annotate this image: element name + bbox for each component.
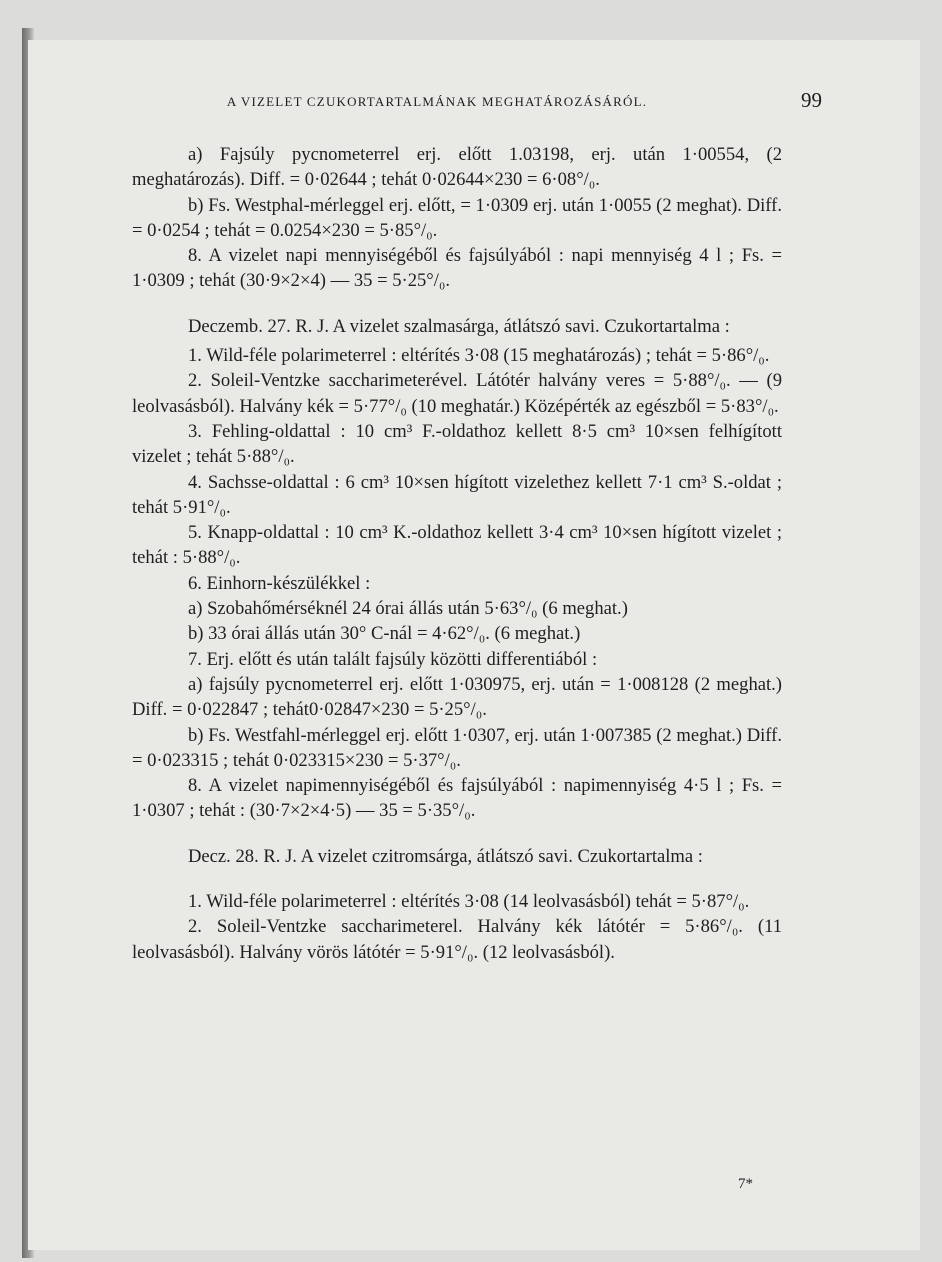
paragraph: 2. Soleil-Ventzke saccharimeterel. Halvány kék látótér = 5·86°/₀. (11 leolvasásból). Halvány vörös látótér = 5·91°/₀. (12 leolvasásból). [132,916,782,963]
paragraph: a) fajsúly pycnometerrel erj. előtt 1·030975, erj. után = 1·008128 (2 meghat.) Diff. = 0·022847 ; tehát0·02847×230 = 5·25°/₀. [132,673,782,721]
paragraph: b) 33 órai állás után 30° C-nál = 4·62°/₀. (6 meghat.) [188,623,581,645]
signature-mark: 7* [738,1176,753,1192]
page-header [122,88,822,116]
paragraph: 4. Sachsse-oldattal : 6 cm³ 10×sen hígított vizelethez kellett 7·1 cm³ S.-oldat ; tehát 5·91°/₀. [132,471,782,518]
paragraph: b) Fs. Westphal-mérleggel erj. előtt, = 1·0309 erj. után 1·0055 (2 meghat). Diff. = 0·0254 ; tehát = 0.0254×230 = 5·85°/₀. [132,194,782,241]
paragraph: 7. Erj. előtt és után talált fajsúly közötti differentiából : [188,648,598,670]
paragraph: 3. Fehling-oldattal : 10 cm³ F.-oldathoz kellett 8·5 cm³ 10×sen felhígított vizelet ; tehát 5·88°/₀. [132,420,782,468]
paragraph: 1. Wild-féle polarimeterrel : eltérítés 3·08 (14 leolvasásból) tehát = 5·87°/₀. [188,891,750,913]
paragraph: Deczemb. 27. R. J. A vizelet szalmasárga, átlátszó savi. Czukortartalma : [188,315,730,337]
paragraph: a) Szobahőmérséknél 24 órai állás után 5·63°/₀ (6 meghat.) [188,598,628,620]
paragraph: 6. Einhorn-készülékkel : [188,572,371,594]
page-number: 99 [801,88,822,112]
paragraph: 8. A vizelet napimennyiségéből és fajsúlyából : napimennyiség 4·5 l ; Fs. = 1·0307 ; tehát : (30·7×2×4·5) — 35 = 5·35°/₀. [132,775,782,822]
paragraph: 1. Wild-féle polarimeterrel : eltérítés 3·08 (15 meghatározás) ; tehát = 5·86°/₀. [188,345,770,367]
paragraph: 5. Knapp-oldattal : 10 cm³ K.-oldathoz kellett 3·4 cm³ 10×sen hígított vizelet ; tehát : 5·88°/₀. [132,522,782,569]
page-body [132,142,782,965]
running-head: A VIZELET CZUKORTARTALMÁNAK MEGHATÁROZÁSÁRÓL. [226,94,648,109]
paragraph: b) Fs. Westfahl-mérleggel erj. előtt 1·0307, erj. után 1·007385 (2 meghat.) Diff. = 0·023315 ; tehát 0·023315×230 = 5·37°/₀. [132,724,782,771]
paragraph: 2. Soleil-Ventzke saccharimeterével. Látótér halvány veres = 5·88°/₀. — (9 leolvasásból). Halvány kék = 5·77°/₀ (10 meghatár.) Középérték az egészből = 5·83°/₀. [132,370,782,417]
paragraph: Decz. 28. R. J. A vizelet czitromsárga, átlátszó savi. Czukortartalma : [188,845,703,867]
paragraph: a) Fajsúly pycnometerrel erj. előtt 1.03198, erj. után 1·00554, (2 meghatározás). Diff. = 0·02644 ; tehát 0·02644×230 = 6·08°/₀. [132,144,782,191]
paragraph: 8. A vizelet napi mennyiségéből és fajsúlyából : napi mennyiség 4 l ; Fs. = 1·0309 ; tehát (30·9×2×4) — 35 = 5·25°/₀. [132,245,782,292]
